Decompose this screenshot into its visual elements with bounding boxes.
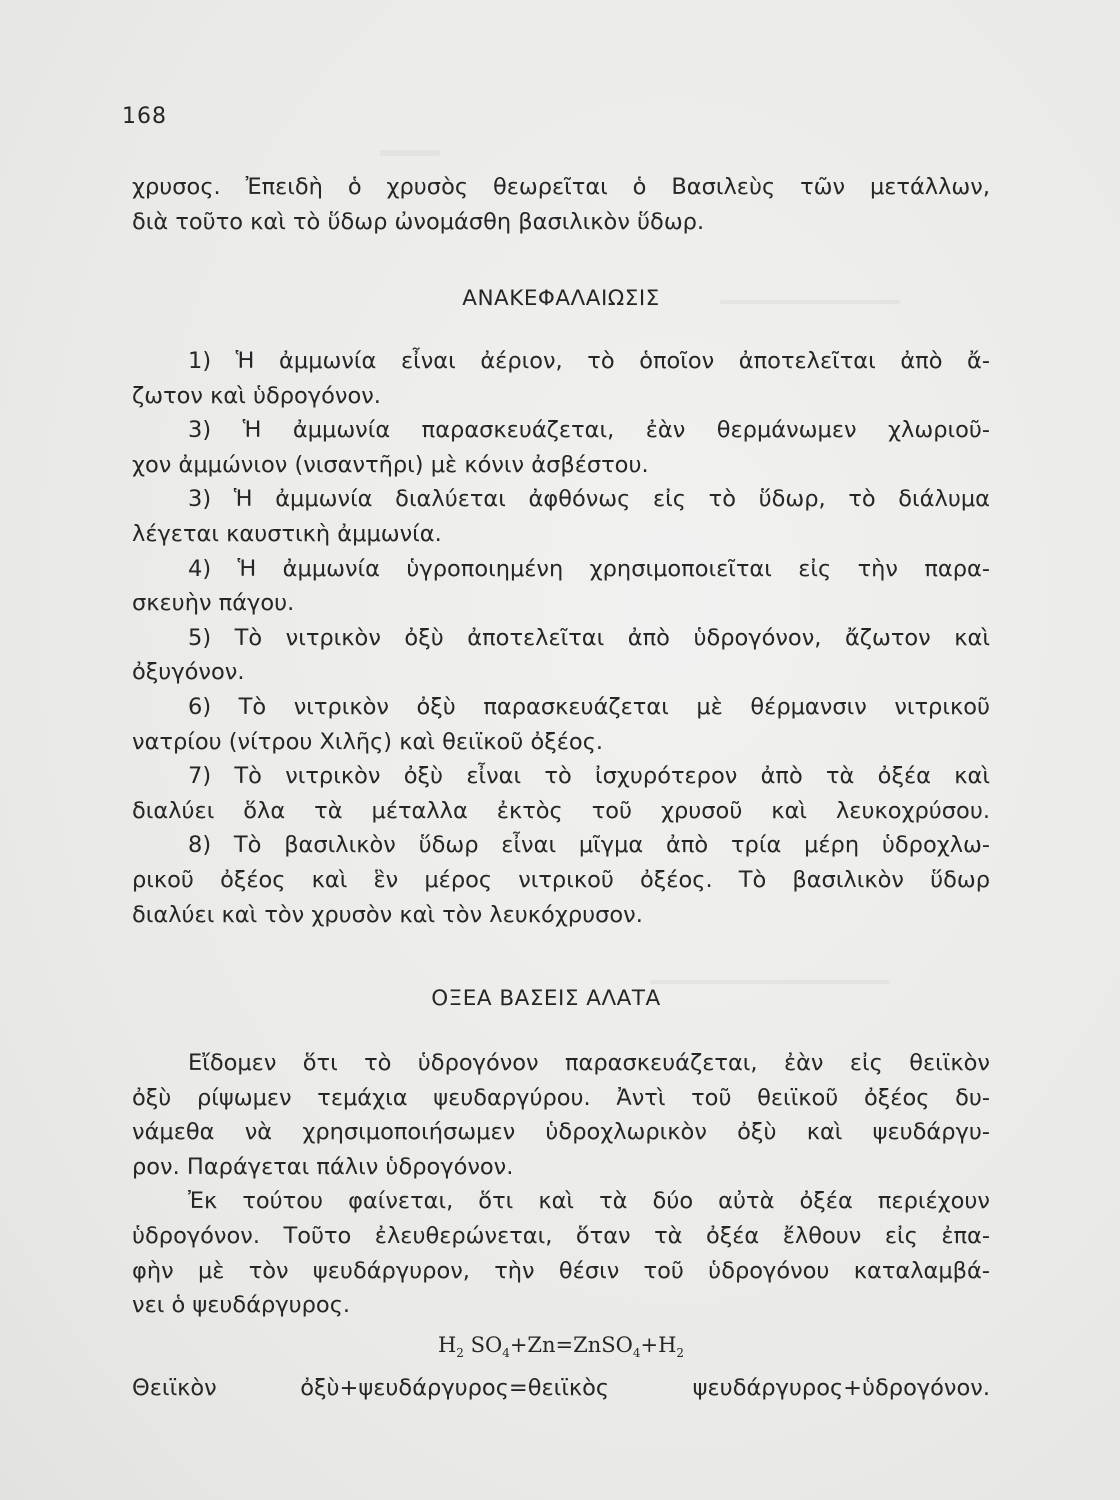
equation-formula: $H_2$ $SO_4+Zn=ZnSO_4+H_2$ (437, 1333, 685, 1361)
summary-line: σκευὴν πάγου. (132, 590, 295, 617)
body-line: φὴν μὲ τὸν ψευδάργυρον, τὴν θέσιν τοῦ ὑδρογόνου καταλαμβά- (132, 1257, 990, 1284)
summary-line: νατρίου (νίτρου Χιλῆς) καὶ θειϊκοῦ ὀξέος. (132, 728, 604, 755)
body-line: Εἴδομεν ὅτι τὸ ὑδρογόνον παρασκευάζεται, ἐὰν εἰς θειϊκὸν (188, 1050, 990, 1076)
summary-line: 8) Τὸ βασιλικὸν ὕδωρ εἶναι μῖγμα ἀπὸ τρία μέρη ὑδροχλω- (188, 832, 990, 859)
body-line: Ἐκ τούτου φαίνεται, ὅτι καὶ τὰ δύο αὐτὰ ὀξέα περιέχουν (188, 1188, 990, 1215)
body-paragraph (132, 1046, 990, 1323)
summary-line: 5) Τὸ νιτρικὸν ὀξὺ ἀποτελεῖται ἀπὸ ὑδρογόνον, ἄζωτον καὶ (188, 624, 990, 651)
summary-line: λέγεται καυστικὴ ἀμμωνία. (132, 520, 442, 547)
summary-line: 3) Ἡ ἀμμωνία παρασκευάζεται, ἐὰν θερμάνωμεν χλωριοῦ- (188, 417, 990, 444)
summary-line: 6) Τὸ νιτρικὸν ὀξὺ παρασκευάζεται μὲ θέρμανσιν νιτρικοῦ (188, 693, 990, 720)
chemical-equation (132, 1328, 990, 1405)
summary-line: 4) Ἡ ἀμμωνία ὑγροποιημένη χρησιμοποιεῖται εἰς τὴν παρα- (188, 555, 990, 582)
intro-paragraph (132, 170, 990, 239)
body-line: ρον. Παράγεται πάλιν ὑδρογόνον. (132, 1153, 514, 1180)
scan-smudge (380, 150, 440, 156)
summary-line: 7) Τὸ νιτρικὸν ὀξὺ εἶναι τὸ ἰσχυρότερον ἀπὸ τὰ ὀξέα καὶ (188, 763, 990, 790)
body-line: ὀξὺ ρίψωμεν τεμάχια ψευδαργύρου. Ἀντὶ τοῦ θειϊκοῦ ὀξέος δυ- (132, 1084, 990, 1111)
summary-line: ζωτον καὶ ὑδρογόνον. (132, 382, 381, 409)
summary-line: ὀξυγόνον. (132, 659, 245, 686)
text-line: χρυσος. Ἐπειδὴ ὁ χρυσὸς θεωρεῖται ὁ Βασιλεὺς τῶν μετάλλων, (132, 174, 990, 200)
section-heading-acids (132, 982, 990, 1017)
body-line: ὑδρογόνον. Τοῦτο ἐλευθερώνεται, ὅταν τὰ ὀξέα ἔλθουν εἰς ἐπα- (132, 1222, 990, 1249)
summary-line: χον ἀμμώνιον (νισαντῆρι) μὲ κόνιν ἀσβέστου. (132, 451, 649, 478)
section-heading-summary (132, 282, 990, 317)
summary-line: 3) Ἡ ἀμμωνία διαλύεται ἀφθόνως εἰς τὸ ὕδωρ, τὸ διάλυμα (188, 486, 990, 513)
summary-line: διαλύει καὶ τὸν χρυσὸν καὶ τὸν λευκόχρυσον. (132, 901, 643, 928)
body-line: νει ὁ ψευδάργυρος. (132, 1292, 351, 1319)
summary-list (132, 344, 990, 932)
text-line: διὰ τοῦτο καὶ τὸ ὕδωρ ὠνομάσθη βασιλικὸν ὕδωρ. (132, 208, 705, 235)
page-number: 168 (122, 104, 167, 129)
summary-line: 1) Ἡ ἀμμωνία εἶναι ἀέριον, τὸ ὁποῖον ἀποτελεῖται ἀπὸ ἄ- (188, 348, 990, 374)
equation-words: Θειϊκὸν ὀξὺ+ψευδάργυρος=θειϊκὸς ψευδάργυρος+ὑδρογόνον. (132, 1374, 990, 1401)
summary-line: διαλύει ὅλα τὰ μέταλλα ἐκτὸς τοῦ χρυσοῦ καὶ λευκοχρύσου. (132, 797, 990, 824)
body-line: νάμεθα νὰ χρησιμοποιήσωμεν ὑδροχλωρικὸν ὀξὺ καὶ ψευδάργυ- (132, 1119, 990, 1146)
summary-line: ρικοῦ ὀξέος καὶ ἓν μέρος νιτρικοῦ ὀξέος. Τὸ βασιλικὸν ὕδωρ (132, 866, 990, 893)
heading-text: ΟΞΕΑ ΒΑΣΕΙΣ ΑΛΑΤΑ (431, 986, 661, 1011)
heading-text: ΑΝΑΚΕΦΑΛΑΙΩΣΙΣ (462, 286, 660, 311)
